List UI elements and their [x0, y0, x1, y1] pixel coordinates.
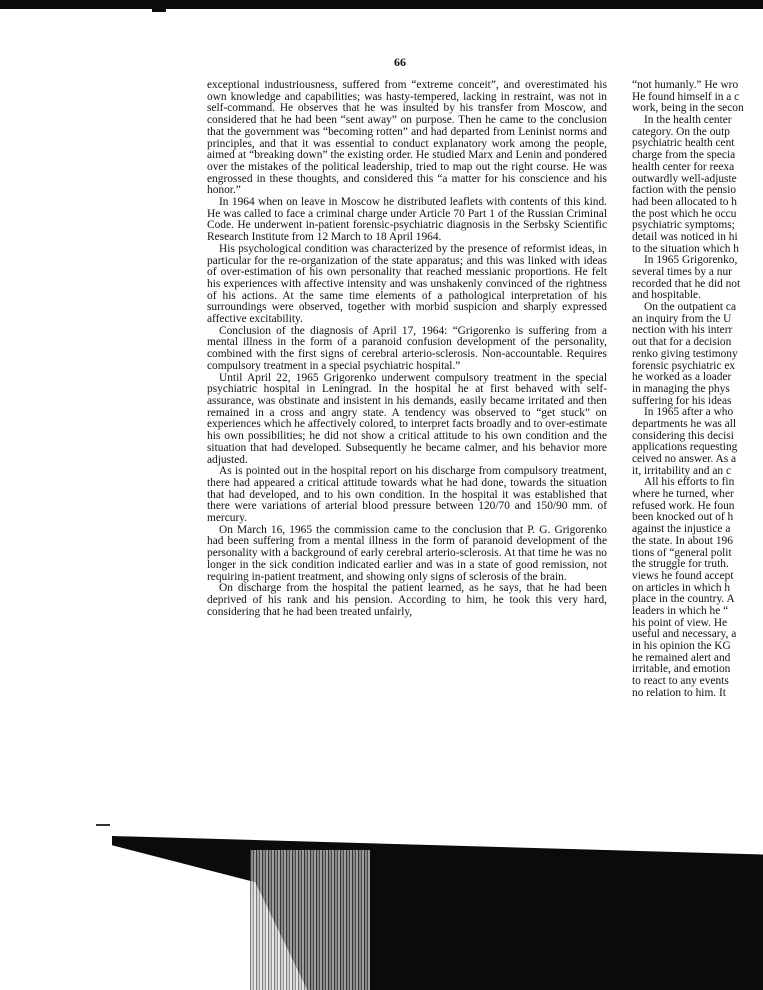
right-column-line: outwardly well-adjuste — [632, 172, 737, 185]
right-column-line: psychiatric health cent — [632, 137, 735, 150]
right-column-line: charge from the specia — [632, 149, 736, 162]
right-column-line: in managing the phys — [632, 382, 730, 395]
right-column-line: he worked as a loader — [632, 371, 732, 384]
right-column-line: he remained alert and — [632, 651, 731, 664]
right-column-line: In the health center — [644, 114, 732, 127]
paragraph: exceptional industriousness, suffered from “extreme conceit”, and overestimated his own knowledge and capabilities; was hasty-tempered, lacking in restraint, was not in self-command. He observes that he was insulted by his transfer from Moscow, and considered that he had been “sent away” on purpose. Then he came to the conclusion that the government was “becoming rotten” and had departed from Leninist norms and principles, and that it was essential to conduct explanatory work among the people, aimed at “breaking down” the existing order. He studied Marx and Lenin and pondered over the mistakes of the political leadership, tried to map out the right course. He was engrossed in these thoughts, and considered this “a matter for his conscience and his honor.” — [207, 79, 607, 197]
right-column-line: faction with the pensio — [632, 184, 737, 197]
right-column-line: had been allocated to h — [632, 195, 738, 208]
right-column-line: views he found accept — [632, 569, 734, 582]
page-number: 66 — [394, 55, 406, 69]
right-column-line: useful and necessary, a — [632, 628, 737, 641]
paragraph: Conclusion of the diagnosis of April 17, 1964: “Grigorenko is suffering from a mental illness in the form of a paranoid confusion development of the personality, combined with the first signs of cerebral arterio-sclerosis. Non-accountable. Requires compulsory treatment in a special psychiatric hospital.” — [207, 324, 607, 372]
right-column-line: nection with his interr — [632, 324, 733, 337]
right-column-line: his point of view. He — [632, 616, 728, 629]
right-column-line: psychiatric symptoms; — [632, 219, 735, 232]
paragraph: Until April 22, 1965 Grigorenko underwent compulsory treatment in the special psychiatric hospital in Leningrad. In the hospital he at first behaved with self-assurance, was obstinate and insistent in his demands, easily became irritated and then remained in a cross and angry state. A tendency was observed to “get stuck” on experiences which he affectively colored, to interpret facts broadly and to over-estimate his own possibilities; he did not show a critical attitude to his own condition and the situation that had developed. Subsequently he became calmer, and his behavior more adjusted. — [207, 371, 607, 466]
right-column-line: been knocked out of h — [632, 511, 734, 524]
right-column-line: irritable, and emotion — [632, 663, 731, 676]
paragraph: On discharge from the hospital the patient learned, as he says, that he had been deprived of his rank and his pension. According to him, he took this very hard, considering that he had been treated unfairly, — [207, 582, 607, 618]
right-column-line: forensic psychiatric ex — [632, 359, 736, 372]
right-column-line: detail was noticed in hi — [632, 230, 738, 243]
right-column-line: out that for a decision — [632, 336, 732, 349]
right-column-line: where he turned, wher — [632, 488, 734, 501]
right-column-line: the state. In about 196 — [632, 534, 733, 547]
paragraph: As is pointed out in the hospital report on his discharge from compulsory treatment, there had appeared a critical attitude towards what he had done, towards the situation that had developed, and to his own condition. In the hospital it was established that there were variations of arterial blood pressure between 120/70 and 150/90 mm. of mercury. — [207, 465, 607, 525]
scan-top-mark — [152, 9, 166, 12]
scan-noise-texture — [250, 850, 370, 990]
right-text-column-cropped — [632, 80, 763, 699]
right-column-line: “not humanly.” He wro — [632, 79, 739, 91]
right-column-line: health center for reexa — [632, 160, 735, 173]
right-column-line: In 1965 after a who — [644, 406, 734, 419]
right-column-line: place in the country. A — [632, 593, 735, 606]
right-column-line: All his efforts to fin — [644, 476, 735, 489]
right-column-line: In 1965 Grigorenko, — [644, 254, 738, 267]
right-column-line: to react to any events — [632, 675, 729, 688]
paragraph: His psychological condition was characterized by the presence of reformist ideas, in particular for the re-organization of the state apparatus; and this was linked with ideas of over-estimation of his own personality that reached messianic proportions. He felt his experiences with affective intensity and was unshakenly convinced of the rightness of his actions. At the same time elements of a pathological interpretation of his surroundings were observed, together with morbid suspicion and sharply expressed affective excitability. — [207, 242, 607, 326]
right-column-line: He found himself in a c — [632, 90, 740, 103]
scan-margin-mark — [96, 824, 110, 826]
right-column-line: departments he was all — [632, 417, 737, 430]
right-column-line: leaders in which he “ — [632, 604, 729, 617]
right-column-line: ceived no answer. As a — [632, 453, 737, 465]
right-column-line: considering this decisi — [632, 429, 734, 442]
right-column-line: it, irritability and an c — [632, 464, 732, 477]
right-column-line: to the situation which h — [632, 242, 739, 255]
right-column-line: against the injustice a — [632, 523, 731, 536]
right-column-line: renko giving testimony — [632, 347, 738, 360]
right-column-line: several times by a nur — [632, 266, 732, 278]
right-column-line: and hospitable. — [632, 289, 701, 302]
scan-dark-edge — [112, 836, 763, 990]
right-column-line: in his opinion the KG — [632, 640, 731, 652]
right-column-line: the post which he occu — [632, 207, 737, 220]
right-column-line: the struggle for truth. — [632, 558, 729, 571]
paragraph: On March 16, 1965 the commission came to the conclusion that P. G. Grigorenko had been suffering from a mental illness in the form of paranoid development of the personality with a background of early cerebral arterio-sclerosis. At that time he was no longer in the sick condition indicated earlier and was in a state of good remission, not requiring in-patient treatment, and showing only signs of sclerosis of the brain. — [207, 523, 607, 583]
right-column-line: tions of “general polit — [632, 546, 732, 559]
right-column-line: on articles in which h — [632, 581, 731, 594]
right-column-line: On the outpatient ca — [644, 301, 737, 314]
paragraph: In 1964 when on leave in Moscow he distributed leaflets with contents of this kind. He was called to face a criminal charge under Article 70 Part 1 of the Russian Criminal Code. He underwent in-patient forensic-psychiatric diagnosis in the Serbsky Scientific Research Institute from 12 March to 18 April 1964. — [207, 196, 607, 244]
right-column-line: an inquiry from the U — [632, 312, 732, 325]
right-column-line: category. On the outp — [632, 125, 730, 138]
scan-top-border — [0, 0, 763, 9]
left-text-column — [207, 80, 607, 618]
right-column-line: recorded that he did not — [632, 277, 741, 290]
right-column-line: no relation to him. It — [632, 686, 726, 699]
right-column-line: suffering for his ideas — [632, 394, 732, 407]
right-column-line: applications requesting — [632, 441, 738, 454]
right-column-line: work, being in the secon — [632, 102, 744, 115]
right-column-line: refused work. He foun — [632, 499, 735, 512]
